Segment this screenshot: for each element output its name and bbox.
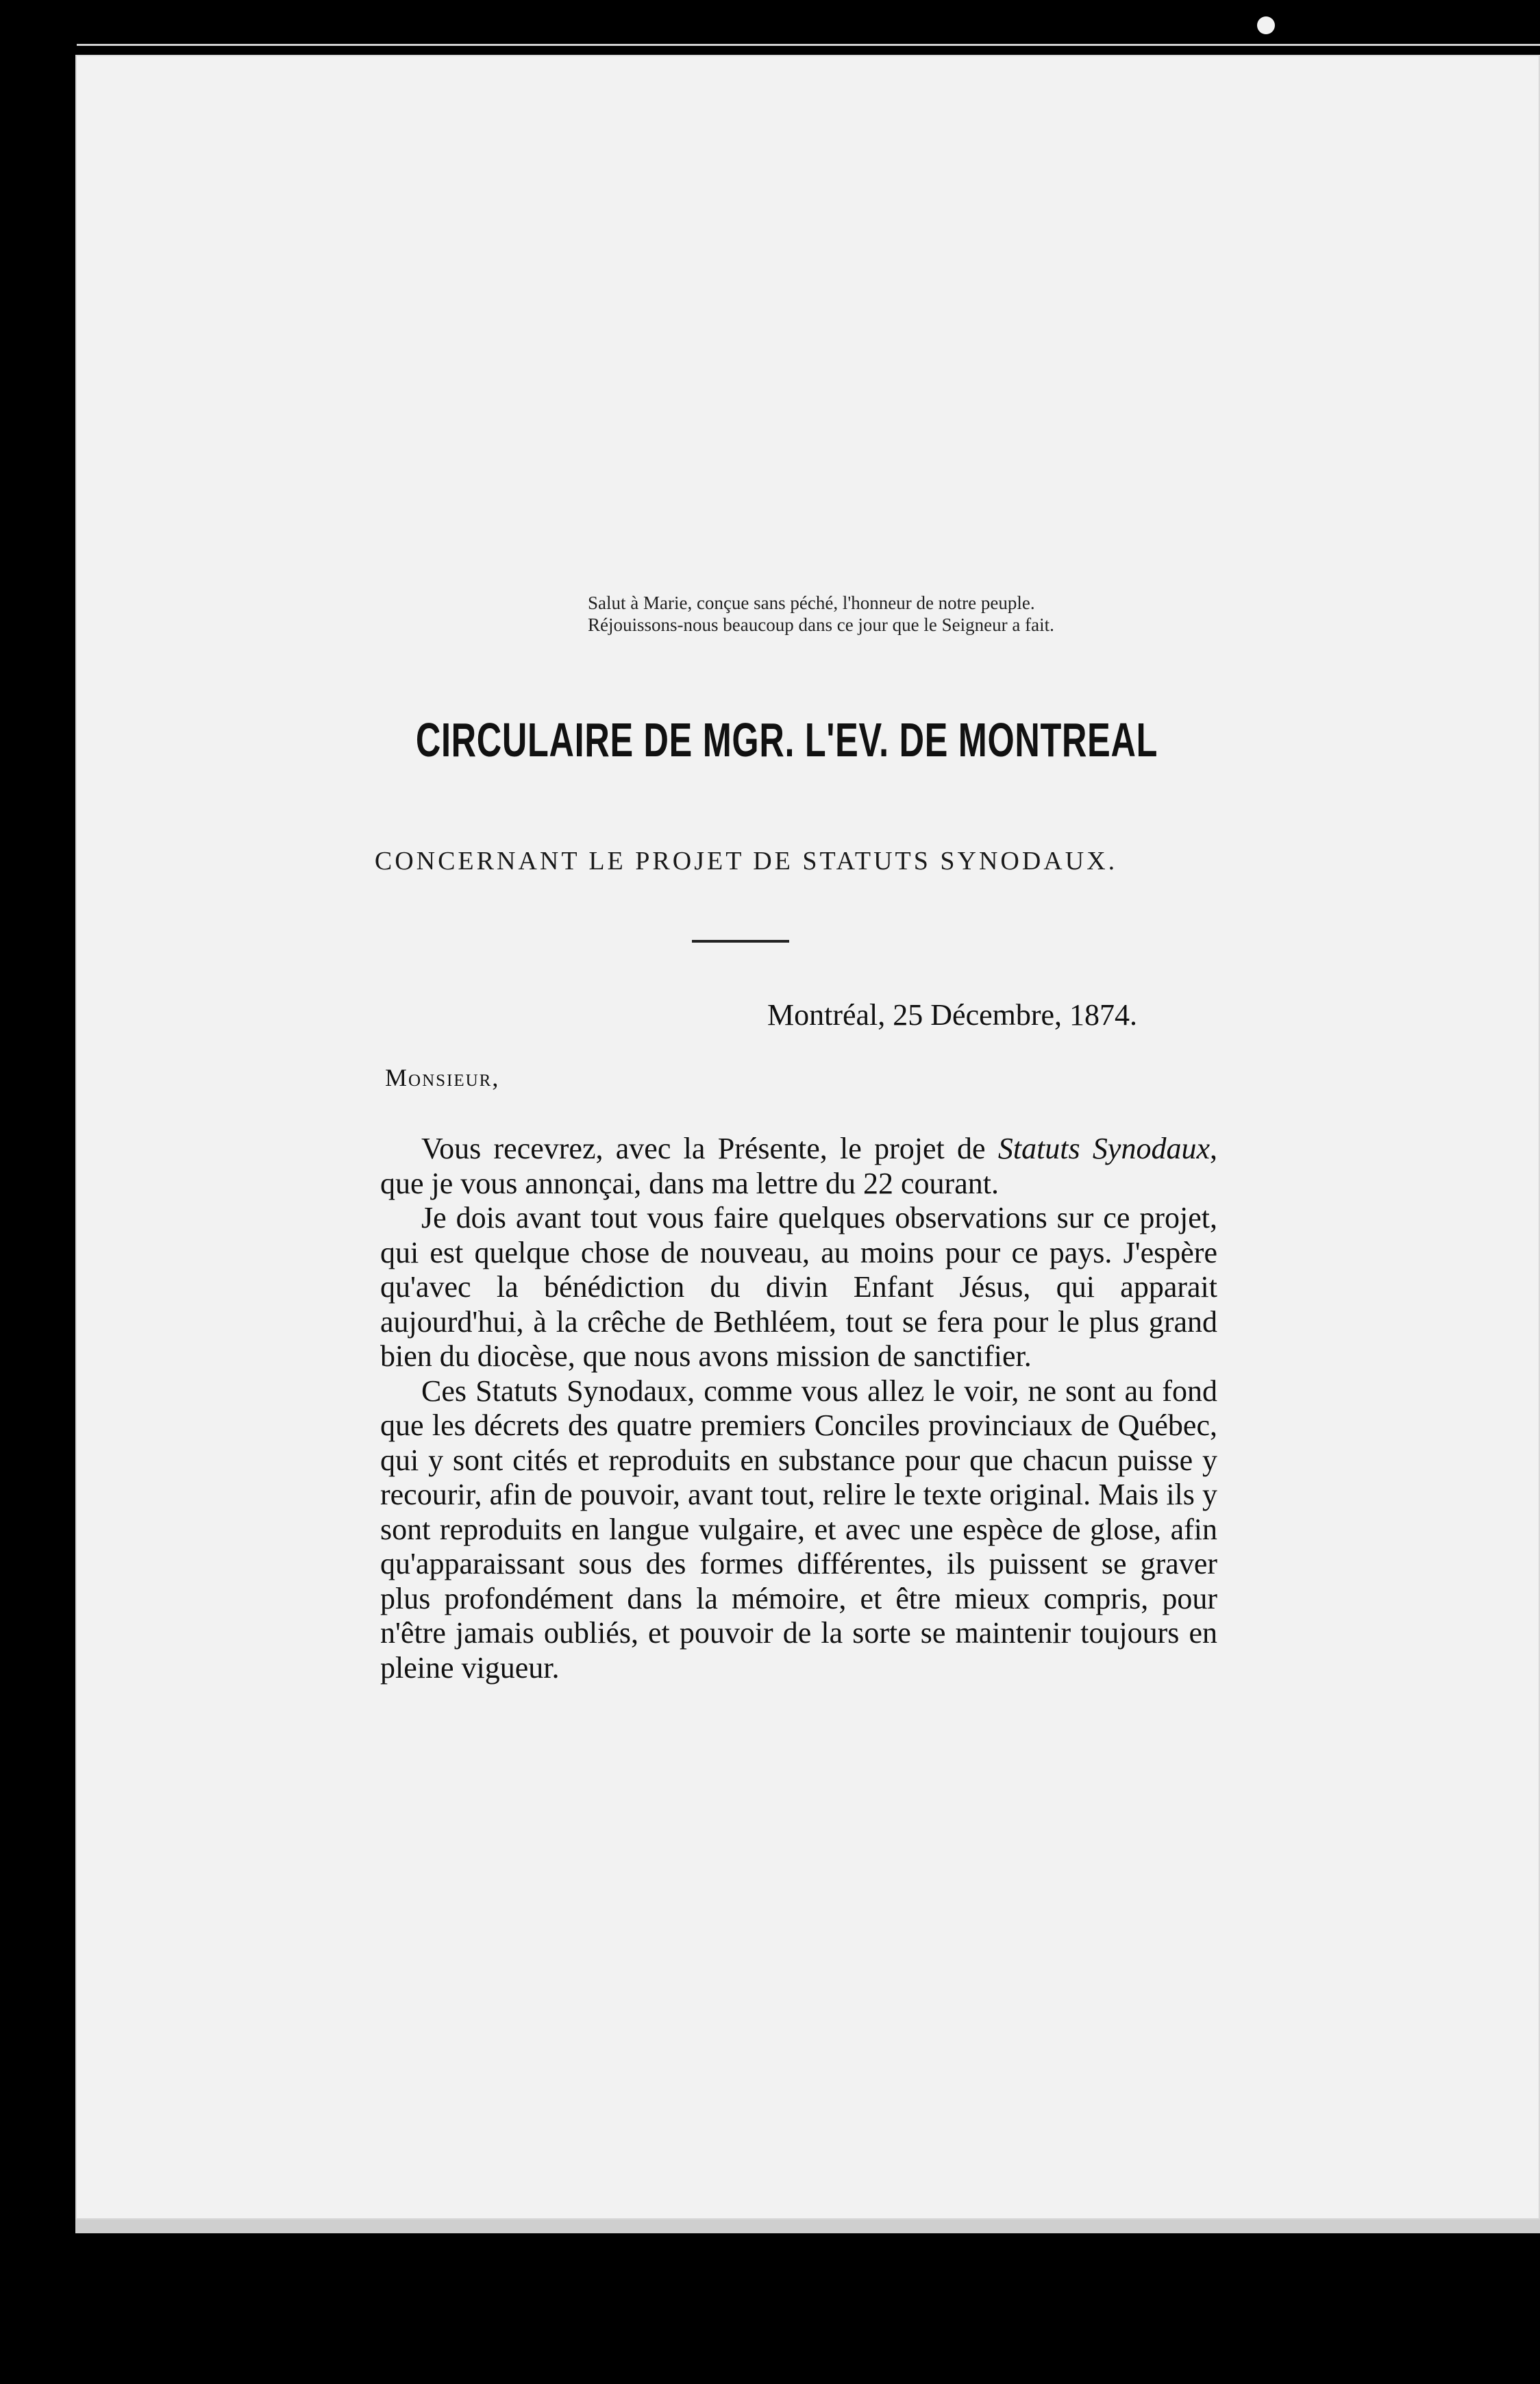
title-divider [692,940,789,943]
scan-speck [182,353,199,368]
paragraph-1-start: Vous recevrez, avec la Présente, le projet de [421,1132,998,1165]
document-page [75,55,1540,2220]
paragraph-1-end: , que je vous annonçai, dans ma lettre du 22 courant. [380,1132,1217,1200]
letter-body [380,1132,1217,1685]
epigraph [588,592,1239,636]
paragraph-1-italic: Statuts Synodaux [997,1132,1210,1165]
document-subtitle: CONCERNANT LE PROJET DE STATUTS SYNODAUX. [374,847,1118,876]
epigraph-line-2: Réjouissons-nous beaucoup dans ce jour que le Seigneur a fait. [588,614,1054,635]
document-title: CIRCULAIRE DE MGR. L'EV. DE MONTREAL [415,713,1158,767]
epigraph-line-1: Salut à Marie, conçue sans péché, l'honneur de notre peuple. [588,593,1035,613]
paragraph-1 [380,1132,1217,1201]
scan-speck [1257,16,1275,34]
paragraph-3: Ces Statuts Synodaux, comme vous allez le voir, ne sont au fond que les décrets des quatre premiers Conciles provinciaux de Québec, qui y sont cités et reproduits en substance pour que chacun puisse y recourir, afin de pouvoir, avant tout, relire le texte original. Mais ils y sont reproduits en langue vulgaire, et avec une espèce de glose, afin qu'apparaissant sous des formes différentes, ils puissent se graver plus profondément dans la mémoire, et être mieux compris, pour n'être jamais oubliés, et pouvoir de la sorte se maintenir toujours en pleine vigueur. [380,1374,1217,1685]
letter-date: Montréal, 25 Décembre, 1874. [767,998,1138,1032]
paragraph-2: Je dois avant tout vous faire quelques observations sur ce projet, qui est quelque chose de nouveau, au moins pour ce pays. J'espère qu'avec la bénédiction du divin Enfant Jésus, qui apparait aujourd'hui, à la crêche de Bethléem, tout se fera pour le plus grand bien du diocèse, que nous avons mission de sanctifier. [380,1201,1217,1373]
page-bottom-edge [75,2220,1540,2233]
scan-line [77,44,1540,46]
letter-salutation: Monsieur, [385,1064,500,1091]
